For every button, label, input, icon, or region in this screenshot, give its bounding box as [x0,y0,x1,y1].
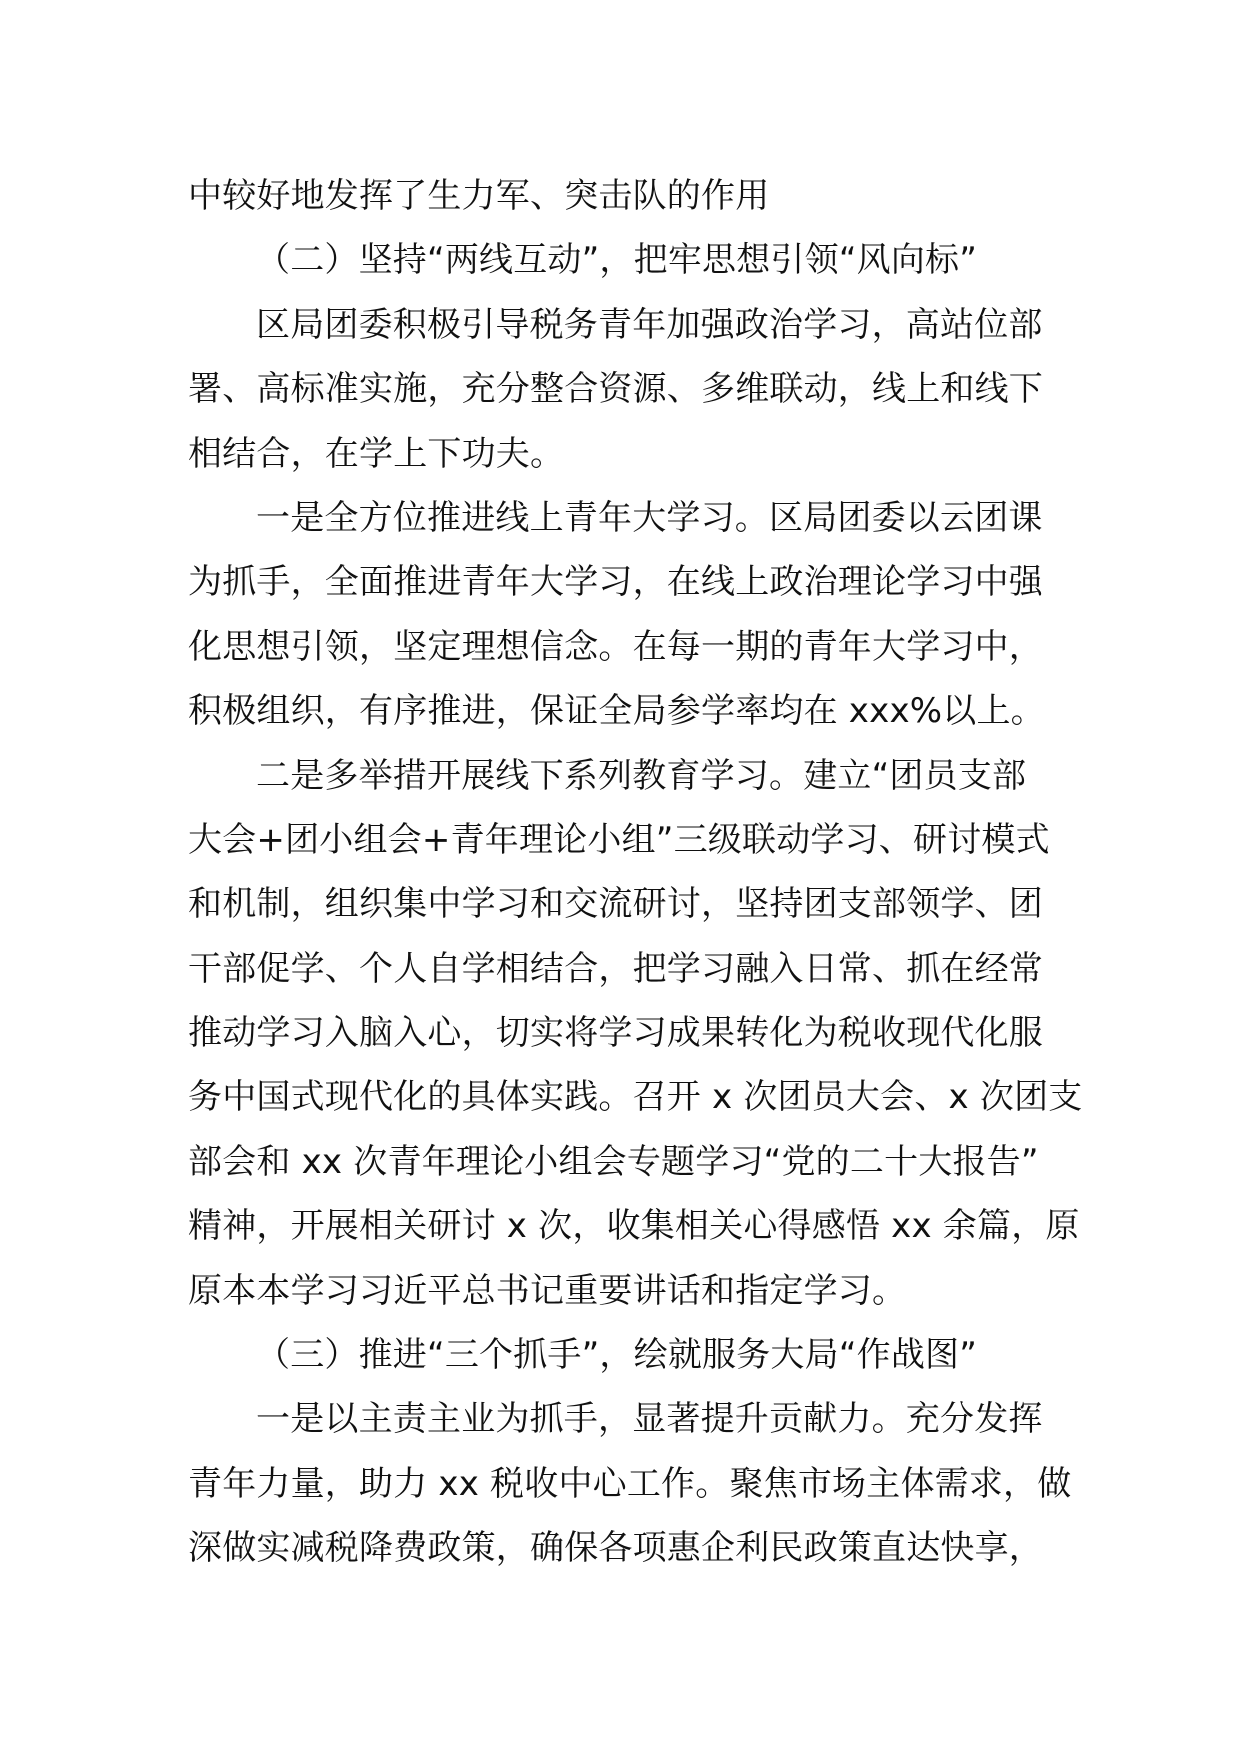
text-line: 推动学习入脑入心，切实将学习成果转化为税收现代化服 [188,1013,1043,1054]
text-line: 署、高标准实施，充分整合资源、多维联动，线上和线下 [188,369,1043,410]
document-body [188,164,1083,1581]
text-line: 一是以主责主业为抓手，显著提升贡献力。充分发挥 [256,1399,1043,1440]
text-line: 干部促学、个人自学相结合，把学习融入日常、抓在经常 [188,948,1043,989]
text-line: 为抓手，全面推进青年大学习，在线上政治理论学习中强 [188,562,1043,603]
text-line: 二是多举措开展线下系列教育学习。建立“团员支部 [256,755,1027,796]
text-line: 一是全方位推进线上青年大学习。区局团委以云团课 [256,497,1043,538]
text-line: 务中国式现代化的具体实践。召开 x 次团员大会、x 次团支 [188,1077,1083,1118]
text-line: 积极组织，有序推进，保证全局参学率均在 xxx%以上。 [188,691,1045,732]
text-line: 精神，开展相关研讨 x 次，收集相关心得感悟 xx 余篇，原 [188,1206,1080,1247]
text-line: 深做实减税降费政策，确保各项惠企利民政策直达快享， [188,1528,1043,1569]
section-heading: （三）推进“三个抓手”，绘就服务大局“作战图” [256,1335,978,1376]
text-line: 化思想引领，坚定理想信念。在每一期的青年大学习中， [188,626,1043,667]
text-line: 中较好地发挥了生力军、突击队的作用 [188,176,770,216]
text-line: 原本本学习习近平总书记重要讲话和指定学习。 [188,1270,907,1311]
text-line: 部会和 xx 次青年理论小组会专题学习“党的二十大报告” [188,1141,1039,1182]
text-line: 相结合，在学上下功夫。 [188,433,565,474]
text-line: 区局团委积极引导税务青年加强政治学习，高站位部 [256,304,1043,345]
section-heading: （二）坚持“两线互动”，把牢思想引领“风向标” [256,240,978,281]
text-line: 青年力量，助力 xx 税收中心工作。聚焦市场主体需求，做 [188,1463,1072,1504]
text-line: 大会+团小组会+青年理论小组”三级联动学习、研讨模式 [188,819,1050,860]
text-line: 和机制，组织集中学习和交流研讨，坚持团支部领学、团 [188,884,1043,925]
